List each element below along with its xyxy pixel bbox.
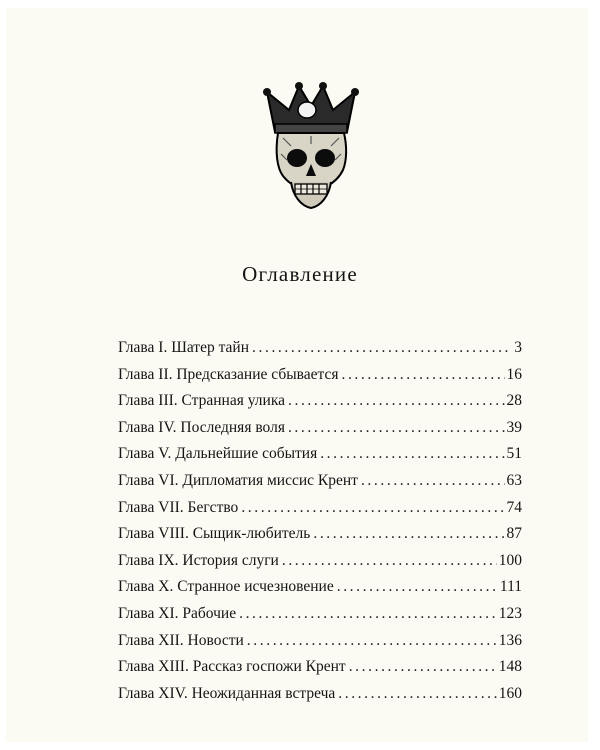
dot-leader bbox=[338, 684, 497, 704]
dot-leader bbox=[361, 471, 505, 491]
toc-entry-page-number: 148 bbox=[498, 658, 522, 676]
toc-entry bbox=[118, 391, 522, 418]
toc-entry bbox=[118, 684, 522, 711]
dot-leader bbox=[288, 391, 505, 411]
toc-entry-title: Глава VI. Дипломатия миссис Крент bbox=[118, 471, 358, 489]
crowned-skull-icon bbox=[261, 80, 361, 212]
toc-entry bbox=[118, 631, 522, 658]
toc-entry bbox=[118, 471, 522, 498]
toc-entry-title: Глава V. Дальнейшие события bbox=[118, 445, 318, 463]
dot-leader bbox=[288, 418, 505, 438]
toc-entry-title: Глава II. Предсказание сбывается bbox=[118, 365, 339, 383]
toc-entry-title: Глава XIII. Рассказ госпожи Крент bbox=[118, 658, 346, 676]
toc-entry bbox=[118, 444, 522, 471]
toc-entry-page-number: 111 bbox=[499, 578, 522, 596]
toc-entry bbox=[118, 577, 522, 604]
toc-entry-title: Глава XIV. Неожиданная встреча bbox=[118, 684, 336, 702]
toc-entry-page-number: 51 bbox=[506, 445, 522, 463]
toc-entry-page-number: 123 bbox=[498, 604, 522, 622]
toc-entry-title: Глава III. Странная улика bbox=[118, 392, 285, 410]
dot-leader bbox=[313, 524, 504, 544]
toc-entry-title: Глава IX. История слуги bbox=[118, 551, 279, 569]
dot-leader bbox=[349, 657, 497, 677]
toc-entry-page-number: 63 bbox=[506, 471, 522, 489]
toc-entry-title: Глава X. Странное исчезновение bbox=[118, 578, 334, 596]
page-title: Оглавление bbox=[242, 262, 358, 286]
toc-entry-title: Глава VII. Бегство bbox=[118, 498, 239, 516]
toc-entry bbox=[118, 604, 522, 631]
dot-leader bbox=[239, 604, 497, 624]
toc-entry-page-number: 39 bbox=[506, 418, 522, 436]
dot-leader bbox=[320, 444, 504, 464]
toc-entry-title: Глава IV. Последняя воля bbox=[118, 418, 285, 436]
table-of-contents bbox=[118, 338, 522, 710]
toc-entry-page-number: 28 bbox=[506, 392, 522, 410]
dot-leader bbox=[341, 365, 504, 385]
toc-entry bbox=[118, 365, 522, 392]
toc-entry-page-number: 3 bbox=[514, 339, 522, 356]
toc-entry-page-number: 160 bbox=[498, 684, 522, 702]
toc-entry bbox=[118, 524, 522, 551]
toc-entry-page-number: 87 bbox=[506, 525, 522, 543]
toc-entry bbox=[118, 338, 522, 365]
toc-entry-page-number: 136 bbox=[498, 631, 522, 649]
toc-entry-title: Глава XI. Рабочие bbox=[118, 604, 237, 622]
dot-leader bbox=[241, 498, 504, 518]
toc-entry-page-number: 100 bbox=[498, 551, 522, 569]
toc-entry bbox=[118, 498, 522, 525]
toc-entry-title: Глава I. Шатер тайн bbox=[118, 339, 250, 356]
toc-entry-page-number: 74 bbox=[506, 498, 522, 516]
toc-entry bbox=[118, 657, 522, 684]
toc-entry bbox=[118, 551, 522, 578]
toc-entry-title: Глава XII. Новости bbox=[118, 631, 244, 649]
toc-entry-page-number: 16 bbox=[506, 365, 522, 383]
toc-entry-title: Глава VIII. Сыщик-любитель bbox=[118, 525, 311, 543]
dot-leader bbox=[247, 631, 497, 651]
dot-leader bbox=[282, 551, 497, 571]
dot-leader bbox=[252, 338, 512, 358]
dot-leader bbox=[337, 577, 498, 597]
toc-entry bbox=[118, 418, 522, 445]
